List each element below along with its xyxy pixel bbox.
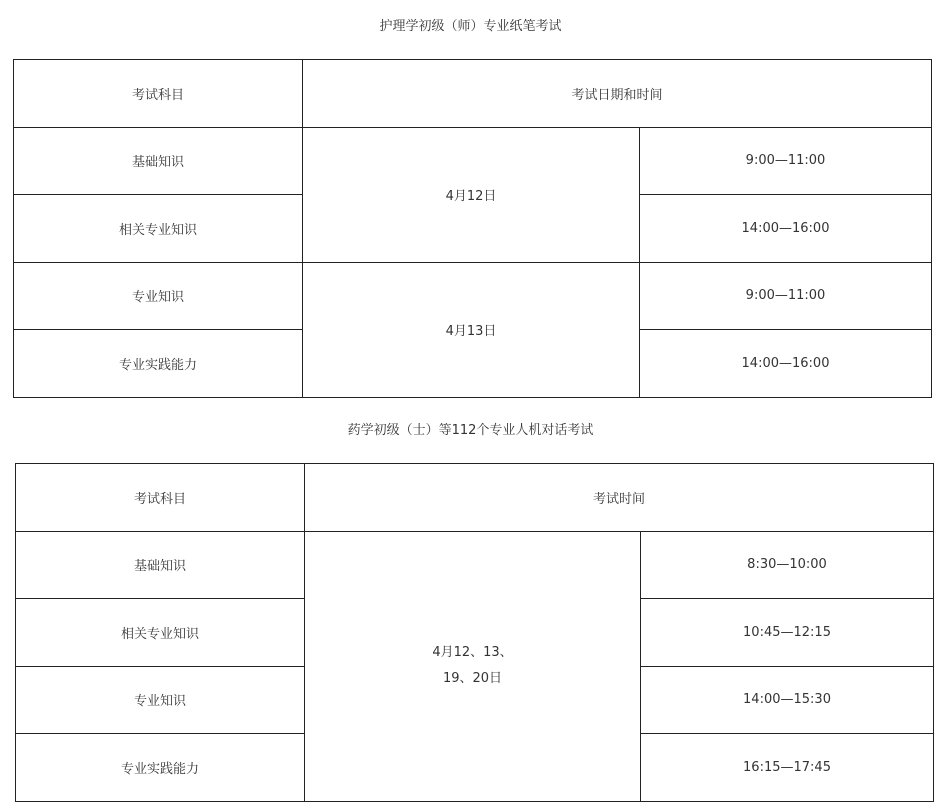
subject-cell: 相关专业知识 (14, 195, 303, 263)
time-cell: 10:45—12:15 (641, 599, 934, 667)
time-cell: 9:00—11:00 (640, 127, 932, 195)
section2-caption: 药学初级（士）等112个专业人机对话考试 (347, 423, 594, 438)
subject-cell: 基础知识 (14, 127, 303, 195)
subject-cell: 基础知识 (16, 531, 305, 599)
table-row (14, 262, 932, 330)
table-header-row (16, 464, 934, 532)
table-row (14, 127, 932, 195)
table-header-row (14, 60, 932, 128)
header-datetime: 考试日期和时间 (303, 60, 932, 128)
time-cell: 16:15—17:45 (641, 734, 934, 802)
section1-caption: 护理学初级（师）专业纸笔考试 (379, 19, 562, 34)
subject-cell: 专业实践能力 (16, 734, 305, 802)
time-cell: 14:00—16:00 (640, 195, 932, 263)
date-line-1: 4月12、13、 (432, 645, 513, 660)
subject-cell: 专业知识 (16, 666, 305, 734)
time-cell: 8:30—10:00 (641, 531, 934, 599)
subject-cell: 相关专业知识 (16, 599, 305, 667)
time-cell: 14:00—16:00 (640, 330, 932, 398)
header-time: 考试时间 (305, 464, 934, 532)
date-cell: 4月12日 (303, 127, 640, 262)
time-cell: 9:00—11:00 (640, 262, 932, 330)
header-subject: 考试科目 (14, 60, 303, 128)
table-row (16, 531, 934, 599)
nursing-exam-schedule-table (13, 59, 932, 398)
subject-cell: 专业知识 (14, 262, 303, 330)
header-subject: 考试科目 (16, 464, 305, 532)
pharmacy-exam-schedule-table (15, 463, 934, 802)
date-line-2: 19、20日 (442, 671, 503, 686)
date-cell: 4月13日 (303, 262, 640, 397)
date-cell (305, 531, 641, 801)
time-cell: 14:00—15:30 (641, 666, 934, 734)
subject-cell: 专业实践能力 (14, 330, 303, 398)
